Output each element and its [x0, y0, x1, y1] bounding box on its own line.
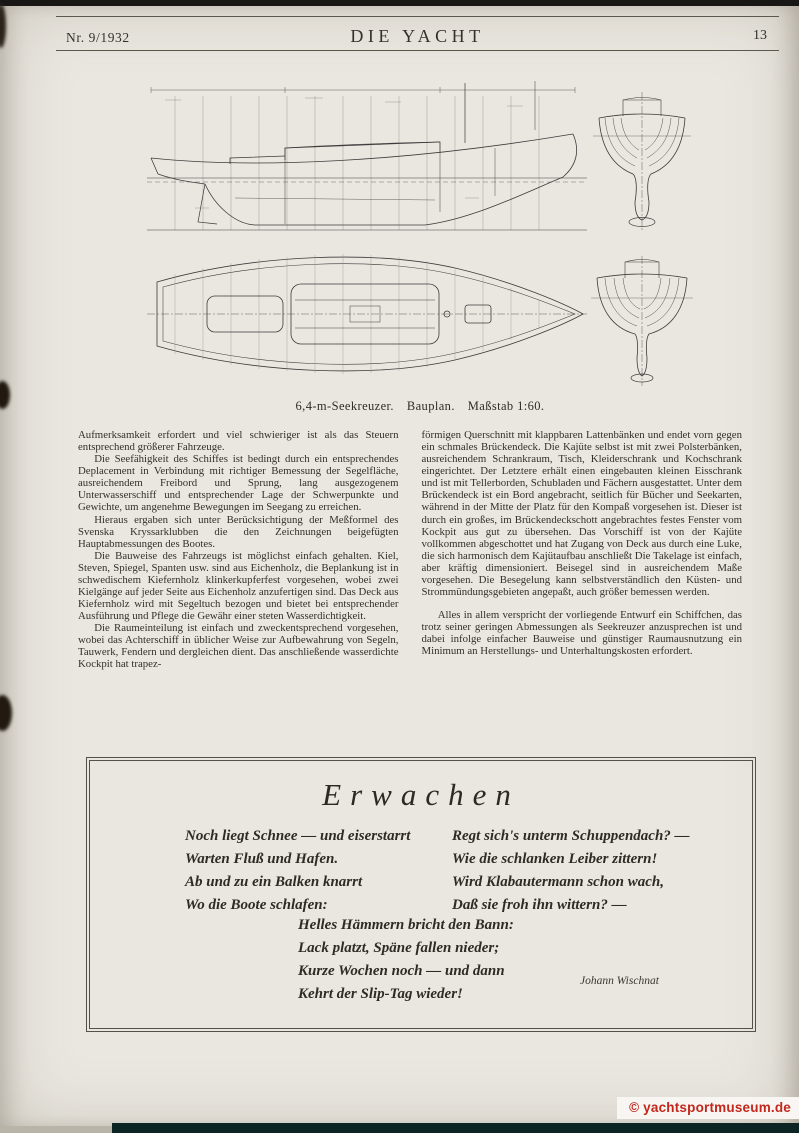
deck-plan-view [147, 254, 587, 374]
paragraph: Aufmerksamkeit erfordert und viel schwieriger ist als das Steuern entsprechend größerer Fahrzeuge. [78, 429, 399, 454]
scan-artifact [0, 4, 6, 48]
paragraph: Die Seefähigkeit des Schiffes ist bedingt durch ein entsprechendes Deplacement in Verbindung mit richtiger Bemessung der Segelfläche, ausreichendem Freibord und Sprung, lang ausgezogenem Unterwasserschiff und entsprechender Lage der Schwerpunkte und Gewichte, um angenehme Bewegungen im Seegang zu erreichen. [78, 453, 399, 514]
header-rule-top [56, 16, 779, 17]
page-title: DIE YACHT [350, 26, 485, 46]
poem-line: Lack platzt, Späne fallen nieder; [298, 940, 500, 956]
paragraph: Die Raumeinteilung ist einfach und zweckentsprechend vorgesehen, wobei das Achterschiff in üblicher Weise zur Aufbewahrung von Segeln, Tauwerk, Fendern und dergleichen dient. Das anschließende wasserdichte Kockpit hat trapez- [78, 622, 399, 671]
paragraph: förmigen Querschnitt mit klappbaren Lattenbänken und endet vorn gegen ein schmales Brückendeck. Die Kajüte selbst ist mit zwei Polsterbänken, ausreichendem Schrankraum, Tisch, Kleiderschrank und Kochschrank eingerichtet. Der Letztere erhält einen eingebauten kleinen Eisschrank und ist mit Tellerborden, Schubladen und Fächern ausgestattet. Unter dem Brückendeck ist ein Bord angebracht, seitlich für Bücher und Seekarten, während in der Mitte der Platz für den Kompaß vorgesehen ist. Dieser ist durch ein großes, im Brückendeckschott angebrachtes festes Fenster vom Kockpit aus gut zu übersehen. Das Vorschiff ist von der Kajüte vollkommen abgeschottet und hat Zugang von Deck aus durch eine Luke, die sich harmonisch dem Kajütaufbau anschließt Die Takelage ist einfach, aber kräftig dimensioniert. Beisegel sind in ausreichendem Maße vorgesehen. Die Besegelung kann selbstverständlich den Küsten- und Strommündungsgebieten angepaßt, auch größer bemessen werden. [421, 429, 742, 599]
cross-section-forward [593, 92, 691, 230]
scan-edge-top [0, 0, 799, 6]
scan-edge-bottom [112, 1123, 799, 1133]
cross-section-aft [591, 256, 693, 386]
poem-stanza-right [452, 825, 690, 917]
bauplan-drawing [135, 78, 705, 393]
scan-artifact [0, 695, 12, 731]
profile-view [147, 81, 587, 230]
article-body [78, 429, 742, 671]
poem-line: Kehrt der Slip-Tag wieder! [298, 986, 463, 1002]
watermark-label: © yachtsportmuseum.de [617, 1097, 799, 1119]
poem-line: Wie die schlanken Leiber zittern! [452, 851, 658, 867]
poem-stanza-center [298, 914, 514, 1006]
header-rule-bottom [56, 50, 779, 51]
poem-line: Wird Klabautermann schon wach, [452, 874, 664, 890]
poem-line: Noch liegt Schnee — und eiserstarrt [185, 828, 411, 844]
figure-caption: 6,4-m-Seekreuzer. Bauplan. Maßstab 1:60. [295, 399, 545, 413]
poem-line: Ab und zu ein Balken knarrt [185, 874, 363, 890]
poem-box-inner-rule [89, 760, 753, 1029]
poem-line: Kurze Wochen noch — und dann [298, 963, 505, 979]
page-number: 13 [753, 28, 767, 43]
paragraph: Die Bauweise des Fahrzeugs ist möglichst einfach gehalten. Kiel, Steven, Spiegel, Spanten usw. sind aus Eichenholz, die Beplankung ist in schwedischem Kiefernholz klinkerkupferfest vorgesehen, wobei zwei Kielgänge auf jeder Seite aus Eichenholz anzufertigen sind. Das Deck aus Kiefernholz wird mit Segeltuch bezogen und bietet bei entsprechender Ausführung und Pflege die Gewähr einer steten Wasserdichtigkeit. [78, 549, 399, 623]
poem-stanza-left [185, 825, 410, 917]
masthead [56, 24, 779, 48]
poem-line: Helles Hämmern bricht den Bann: [298, 917, 514, 933]
poem-box [86, 757, 756, 1032]
paragraph: Alles in allem verspricht der vorliegende Entwurf ein Schiffchen, das trotz seiner geringen Abmessungen als Seekreuzer anzusprechen ist und dabei infolge einfacher Bauweise und günstiger Raumausnutzung ein Minimum an Herstellungs- und Unterhaltungskosten erfordert. [421, 609, 742, 658]
paragraph: Hieraus ergaben sich unter Berücksichtigung der Meßformel des Svenska Kryssarklubben die den Zeichnungen beigefügten Hauptabmessungen des Bootes. [78, 513, 399, 550]
article-column-left [78, 429, 399, 671]
scan-artifact [0, 381, 10, 409]
scan-edge-bottom-left [0, 1126, 112, 1133]
poem-line: Daß sie froh ihn wittern? — [452, 897, 627, 913]
issue-number: Nr. 9/1932 [66, 30, 130, 45]
article-column-right [422, 429, 743, 671]
poem-line: Warten Fluß und Hafen. [185, 851, 339, 867]
poem-line: Regt sich's unterm Schuppendach? — [452, 828, 690, 844]
poem-author: Johann Wischnat [580, 975, 659, 987]
poem-line: Wo die Boote schlafen: [185, 897, 328, 913]
poem-title: Erwachen [322, 777, 520, 812]
